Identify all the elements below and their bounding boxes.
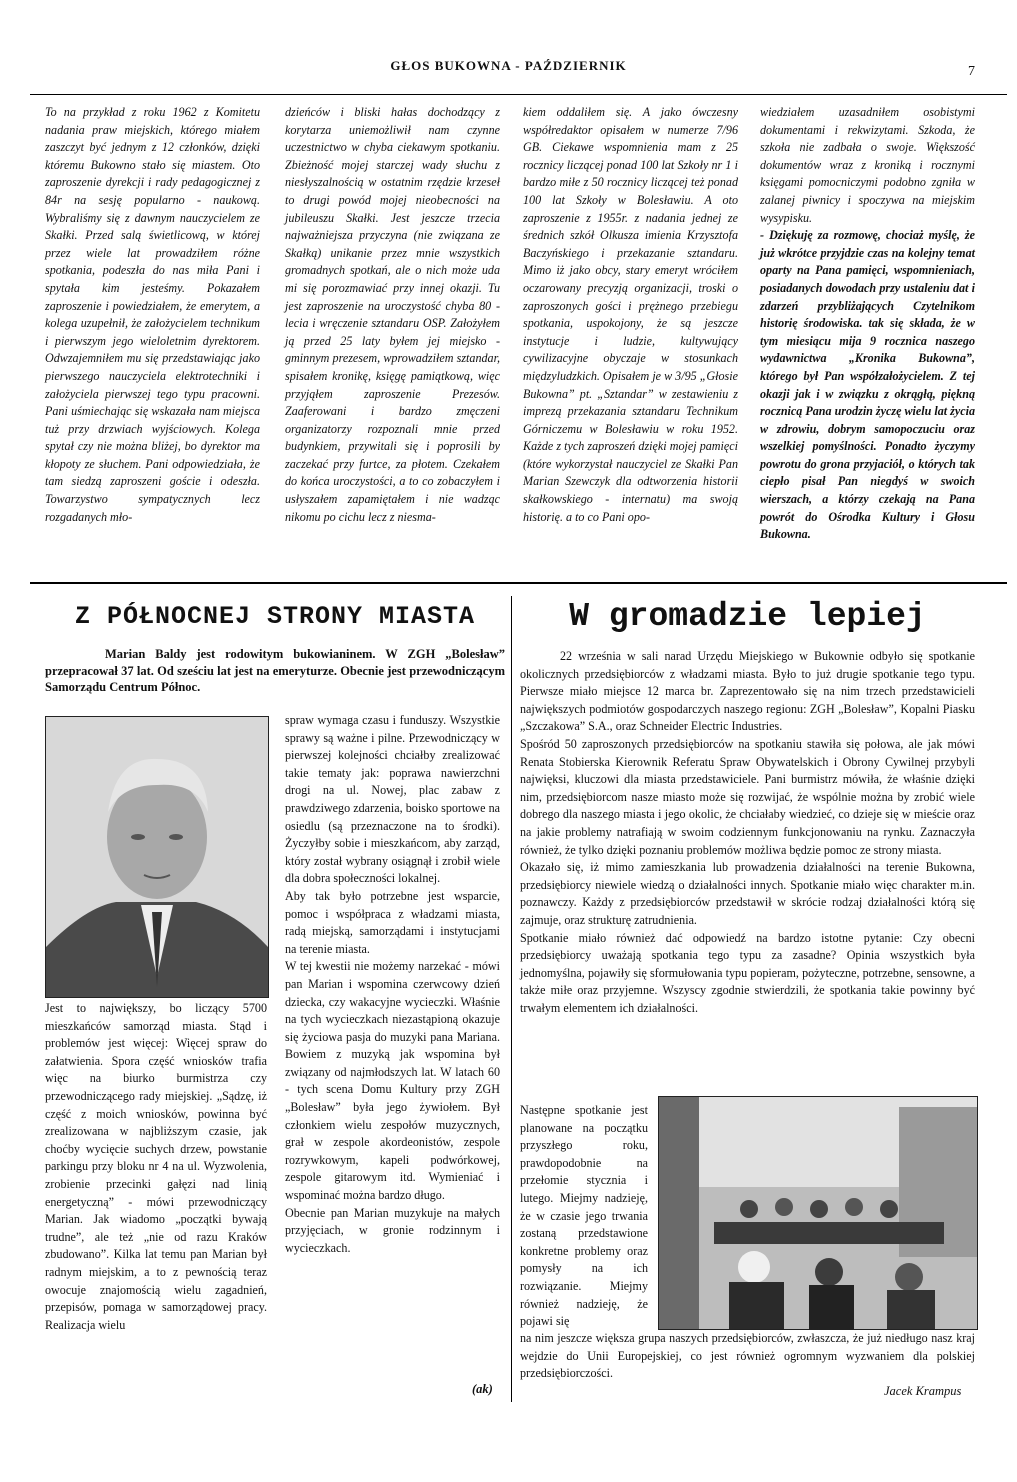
article-right-body: 22 września w sali narad Urzędu Miejskiego w Bukownie odbyło się spotkanie okolicznych przedsiębiorców z władzami miasta. Było to już drugie spotkanie tego typu. Pierwsze miało miejsce 12 marca br. Zaprezentowało się na nim trzech przedstawicieli największych podmiotów gospodarczych naszego regionu: ZGH „Bolesław”, Kopalni Piasku „Szczakowa” S.A., oraz Schneider Electric Industries. Spośród 50 zaproszonych przedsiębiorców na spotkaniu stawiła się połowa, ale jak mówi Renata Stobierska Kierownik Referatu Spraw Obywatelskich i Obrony Cywilnej przybyli najwięksi, kluczowi dla miasta przedstawiciele. Pani burmistrz mówiła, że właśnie dzięki nim, przedsiębiorcom nasze miasto może się rozwijać, że wspólnie można by zrobić wiele dobrego dla naszego miasta i jego okolic, że chciałaby wiedzieć, co dzieje się w mieście oraz na jakie problemy natrafiają w swoim codziennym funkcjonowaniu na rynku. Zaznaczyła również, że tylko dzięki poznaniu problemów możliwa będzie pomoc ze strony miasta. Okazało się, iż mimo zamieszkania lub prowadzenia działalności na terenie Bukowna, przedsiębiorcy niewiele wiedzą o działalności innych. Spotkanie miało więc charakter m.in. poznawczy. Każdy z przedsiębiorców przedstawił w skrócie rodzaj działalności którą się zajmuje, oraz strukturę zatrudnienia. Spotkanie miało również dać odpowiedź na bardzo istotne pytanie: Czy obecni przedsiębiorcy uważają spotkania tego typu za zasadne? Opinia wszystkich była jednomyślna, pojawiły się sformułowania typu popieram, pożyteczne, potrzebne, sensowne, a także miłe oraz przyjemne. Wszyscy zgodnie stwierdzili, że spotkania takie powinny być trwałym elementem ich działalności. xyxy=(520,649,975,1015)
article-left-title: Z PÓŁNOCNEJ STRONY MIASTA xyxy=(74,602,476,631)
portrait-photo xyxy=(45,716,269,998)
section-divider xyxy=(30,582,1007,584)
article-right-signature: Jacek Krampus xyxy=(884,1384,962,1398)
top-column-4: wiedziałem uzasadniłem osobistymi dokumentami i rekwizytami. Szkoda, że szkoła nie zadbała o swoje. Większość dokumentów wraz z kroniką i rocznymi księgami pomocniczymi podobno zgniła w zalanej piwnicy i spoczywa na miejskim wysypisku. - Dziękuję za rozmowę, chociaż myślę, że już wkrótce przyjdzie czas na kolejny temat oparty na Pana pamięci, wspomnieniach, posiadanych dowodach przy ustaleniu dat i zdarzeń przybliżających Czytelnikom historię środowiska. tak się składa, że w tym miesiącu mija 9 rocznica naszego wydawnictwa „Kronika Bukowna”, którego był Pan współzałożycielem. Z tej okazji jak i w związku z okrągłą, piękną rocznicą Pana urodzin życzę wielu lat życia w zdrowiu, dobrym samopoczuciu oraz wszelkiej pomyślności. Ponadto życzymy powrotu do grona przyjaciół, o których tak ciepło pisał Pan niegdyś w swoich wierszach, a którzy czekają na Pana powrót do Ośrodka Kultury i Głosu Bukowna. xyxy=(760,105,976,542)
article-left-lead: Marian Baldy jest rodowitym bukowianinem. W ZGH „Bolesław” przepracował 37 lat. Od sześciu lat jest na emeryturze. Obecnie jest przewodniczącym Samorządu Centrum Północ. xyxy=(45,647,505,694)
article-right-closing: na nim jeszcze większa grupa naszych przedsiębiorców, zwłaszcza, że już niedługo nasz kraj wejdzie do Unii Europejskiej, co jest również ogromnym wyzwaniem dla polskiej przedsiębiorczości. xyxy=(520,1331,975,1381)
article-left-column-1: Jest to największy, bo liczący 5700 mieszkańców samorząd miasta. Stąd i problemów jest więcej: Więcej spraw do załatwienia. Spora część wniosków trafia więc na biurko burmistrza czy przewodniczącego rady miejskiej. „Sądzę, iż część z moich wniosków, powinna być zrealizowana w najbliższym czasie, jak choćby wycięcie suchych drzew, powstanie parkingu przy bloku nr 4 na ul. Wyzwolenia, zrobienie przecinki gałęzi nad linią energetyczną” - mówi przewodniczący Marian. Jak wiadomo „początki bywają trudne”, ale też „nie od razu Kraków zbudowano”. Kilka lat temu pan Marian był radnym miejskim, a to z pewnością teraz owocuje znajomością wielu zagadnień, przepisów, pomaga w samorządowej pracy. Realizacja wielu xyxy=(45,1001,267,1332)
article-right-narrow-column: Następne spotkanie jest planowane na początku przyszłego roku, prawdopodobnie na przełomie stycznia i lutego. Miejmy nadzieję, że w czasie jego trwania zostaną przedstawione konkretne problemy oraz pomysły na ich rozwiązanie. Miejmy również nadzieję, że pojawi się xyxy=(520,1103,648,1329)
article-left-column-2: spraw wymaga czasu i funduszy. Wszystkie sprawy są ważne i pilne. Przewodniczący w pierwszej kolejności chciałby zrealizować takie tematy jak: poprawa nawierzchni drogi na ul. Nowej, plac zabaw z prawdziwego zdarzenia, boisko sportowe na osiedlu (są przeznaczone na to środki). Życzyłby sobie i mieszkańcom, aby zarząd, który został wybrany osiągnął i zrobił wiele dla dobra społeczności lokalnej. Aby tak było potrzebne jest wsparcie, pomoc i współpraca z władzami miasta, radą miejską, samorządami i instytucjami na terenie miasta. W tej kwestii nie możemy narzekać - mówi pan Marian i wspomina czerwcowy dzień dziecka, czy wakacyjne wycieczki. Właśnie na tych wycieczkach niezastąpioną okazuje się życiowa pasja do muzyki pana Mariana. Bowiem z muzyką jak wspomina był związany od najmłodszych lat. W latach 60 - tych scena Domu Kultury przy ZGH „Bolesław” była jego żywiołem. Był członkiem wielu zespołów muzycznych, grał w zespole akordeonistów, zespole rozrywkowym, kapeli podwórkowej, zespole gitarowym itd. Wymieniać i wspominać można bardzo długo. Obecnie pan Marian muzykuje na małych przyjęciach, w gronie rodzinnym i wycieczkach. xyxy=(285,713,500,1255)
article-left-signature: (ak) xyxy=(472,1382,493,1396)
meeting-photo xyxy=(658,1096,978,1330)
top-column-3: kiem oddaliłem się. A jako ówczesny współredaktor opisałem w numerze 7/96 GB. Ciekawe wspomnienia mam z 25 rocznicy liczącej ponad 100 lat Szkoły nr 1 i bardzo miłe z 50 rocznicy liczącej też ponad 100 lat Szkoły w Bolesławiu. A oto zaproszenie z 1955r. z nadania jednej ze średnich szkół Olkusza imienia Krzysztofa Baczyńskiego i przekazanie sztandaru. Mimo iż jako obcy, stary emeryt wróciłem oczarowany precyzją organizacji, troski o zaproszonych gości i prężnego przebiegu spotkania, uspokojony, że są jeszcze instytucje i ludzie, kultywujący cywilizacyjne obyczaje w stosunkach międzyludzkich. Opisałem je w 3/95 „Głosie Bukowna” pt. „Sztandar” w zestawieniu z imprezą przekazania sztandaru Technikum Górniczemu w Bolesławiu w roku 1952. Każde z tych zaproszeń dzięki mojej pamięci (które wykorzystał nauczyciel ze Skałki Pan Marian Szewczyk dla odtworzenia historii skałkowskiego - internatu) ma swoją historię. a to co Pani opo- xyxy=(523,105,738,524)
header-rule xyxy=(30,94,1007,95)
article-right-title: W gromadzie lepiej xyxy=(569,598,926,635)
top-column-1: To na przykład z roku 1962 z Komitetu nadania praw miejskich, którego miałem zaszczyt być jednym z 12 członków, dzięki któremu Bukowno stało się miastem. Oto zaproszenie dyrekcji i rady pedagogicznej z 84r na sesję popularno - naukową. Wybraliśmy się z dawnym nauczycielem ze Skałki. Przed salą świetlicową, w której przez wiele lat prowadziłem różne spotkania, podeszła do nas miła Pani i spytała kim jesteśmy. Pokazałem zaproszenie i powiedziałem, że emerytem, a kolega uzupełnił, że założycielem technikum i pierwszym jego wieloletnim dyrektorem. Odwzajemniłem mu się przedstawiając jako pierwszego nauczyciela elektrotechniki i założyciela pierwszej tego typu pracowni. Pani uśmiechając się wskazała nam miejsca tuż przy drzwiach wyjściowych. Kolega spytał czy nie można bliżej, bo dyrektor ma kłopoty ze słuchem. Pani odpowiedziała, że tam siedzą zaproszeni goście i odeszła. Towarzystwo sympatycznych lecz rozgadanych mło- xyxy=(45,105,260,524)
top-column-2: dzieńców i bliski hałas dochodzący z korytarza uniemożliwił nam czynne uczestnictwo w chyba ciekawym spotkaniu. Zbieżność mojej starczej wady słuchu z niesłyszalnością w ostatnim rzędzie krzeseł to drugi powód mojej nieobecności na jubileuszu Skałki. Jest jeszcze trzecia najważniejsza przyczyna (nie związana ze Skałką) unikanie przez mnie wszystkich gromadnych spotkań, ale o nich może uda mi się porozmawiać przy innej okazji. Tu jest zaproszenie na uroczystość chyba 80 - lecia i wręczenie sztandaru OSP. Założyłem ją przed 25 laty byłem jej miejsko - gminnym prezesem, wprowadziłem sztandar, spisałem kronikę, księgę pamiątkową, więc przyjąłem zaproszenie Prezesów. Zaaferowani i bardzo zmęczeni organizatorzy rozpoznali mnie przed budynkiem, przywitali się i poprosili by zaczekać przy furtce, za płotem. Czekałem do końca uroczystości, a to co zobaczyłem i usłyszałem zapamiętałem i nie wadząc nikomu po cichu lecz z niesma- xyxy=(285,105,500,524)
column-divider xyxy=(511,596,512,1402)
page-number: 7 xyxy=(968,64,975,79)
page-header: GŁOS BUKOWNA - PAŹDZIERNIK xyxy=(390,58,627,73)
